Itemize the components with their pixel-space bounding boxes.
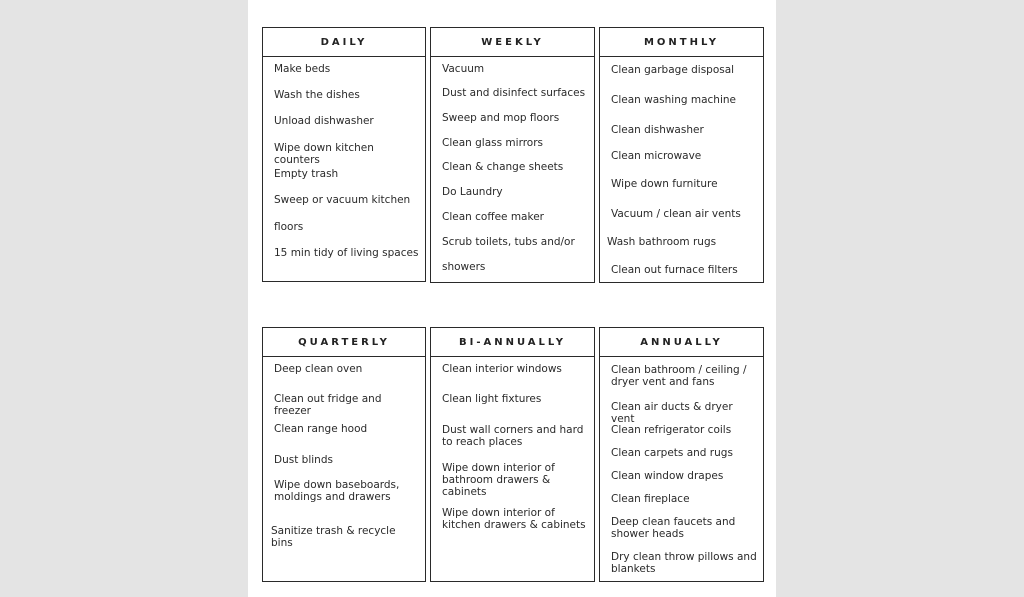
list-item: Clean out fridge and freezer <box>274 393 382 417</box>
annually-box <box>599 327 764 582</box>
list-item: Dry clean throw pillows and blankets <box>611 551 757 575</box>
list-item: Make beds <box>274 63 331 75</box>
list-item: Clean coffee maker <box>442 211 544 223</box>
list-item: Dust blinds <box>274 454 333 466</box>
monthly-box <box>599 27 764 283</box>
list-item: Sanitize trash & recycle bins <box>271 525 396 549</box>
list-item: Sweep and mop floors <box>442 112 560 124</box>
list-item: Wipe down furniture <box>611 178 718 190</box>
list-item: Clean glass mirrors <box>442 137 544 149</box>
list-item: Deep clean faucets and shower heads <box>611 516 736 540</box>
list-item: Wipe down baseboards, moldings and drawers <box>274 479 400 503</box>
list-item: Wipe down interior of bathroom drawers & cabinets <box>442 462 555 498</box>
list-item: Dust and disinfect surfaces <box>442 87 586 99</box>
weekly-box <box>430 27 595 283</box>
list-item: Deep clean oven <box>274 363 363 375</box>
list-item: showers <box>442 261 486 273</box>
list-item: Clean light fixtures <box>442 393 542 405</box>
list-item: Clean microwave <box>611 150 702 162</box>
list-item: Clean bathroom / ceiling / dryer vent and fans <box>611 364 747 388</box>
list-item: Wipe down interior of kitchen drawers & cabinets <box>442 507 586 531</box>
list-item: Do Laundry <box>442 186 503 198</box>
list-item: Wipe down kitchen counters <box>274 142 374 166</box>
list-item: Dust wall corners and hard to reach places <box>442 424 584 448</box>
list-item: Empty trash <box>274 168 339 180</box>
list-item: Wash the dishes <box>274 89 360 101</box>
bi-annually-box <box>430 327 595 582</box>
list-item: Clean refrigerator coils <box>611 424 732 436</box>
list-item: floors <box>274 221 304 233</box>
annually-heading: ANNUALLY <box>600 328 763 357</box>
list-item: 15 min tidy of living spaces <box>274 247 419 259</box>
list-item: Clean dishwasher <box>611 124 704 136</box>
daily-box <box>262 27 426 282</box>
list-item: Unload dishwasher <box>274 115 374 127</box>
list-item: Wash bathroom rugs <box>607 236 717 248</box>
list-item: Clean interior windows <box>442 363 562 375</box>
list-item: Sweep or vacuum kitchen <box>274 194 411 206</box>
list-item: Scrub toilets, tubs and/or <box>442 236 575 248</box>
list-item: Clean window drapes <box>611 470 724 482</box>
list-item: Vacuum / clean air vents <box>611 208 741 220</box>
checklist-page <box>248 0 776 597</box>
list-item: Clean garbage disposal <box>611 64 735 76</box>
list-item: Clean & change sheets <box>442 161 564 173</box>
bi-annually-heading: BI-ANNUALLY <box>431 328 594 357</box>
quarterly-box <box>262 327 426 582</box>
list-item: Clean out furnace filters <box>611 264 738 276</box>
weekly-heading: WEEKLY <box>431 28 594 57</box>
list-item: Clean carpets and rugs <box>611 447 733 459</box>
list-item: Clean air ducts & dryer vent <box>611 401 733 425</box>
list-item: Clean washing machine <box>611 94 736 106</box>
list-item: Clean range hood <box>274 423 368 435</box>
quarterly-heading: QUARTERLY <box>263 328 425 357</box>
daily-heading: DAILY <box>263 28 425 57</box>
list-item: Clean fireplace <box>611 493 690 505</box>
monthly-heading: MONTHLY <box>600 28 763 57</box>
list-item: Vacuum <box>442 63 485 75</box>
